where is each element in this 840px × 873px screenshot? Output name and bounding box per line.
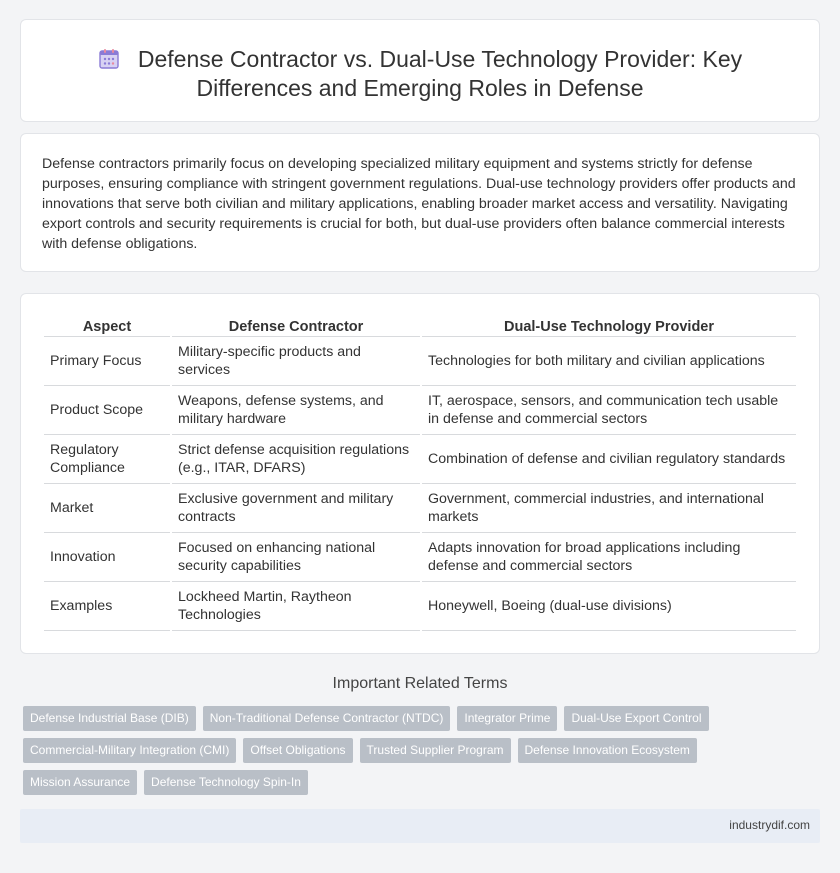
table-cell-defense: Weapons, defense systems, and military hardware [172,386,420,435]
comparison-table [42,316,798,631]
table-cell-defense: Exclusive government and military contracts [172,484,420,533]
related-term-tag[interactable]: Commercial-Military Integration (CMI) [23,738,236,763]
table-cell-dual-use: Combination of defense and civilian regulatory standards [422,435,796,484]
calendar-grid-icon [98,48,120,70]
table-cell-defense: Focused on enhancing national security capabilities [172,533,420,582]
title-line-1: Defense Contractor vs. Dual-Use Technology Provider: Key [137,46,743,72]
table-row [44,435,796,484]
table-cell-aspect: Market [44,484,170,533]
table-cell-aspect: Innovation [44,533,170,582]
table-row [44,337,796,386]
related-term-tag[interactable]: Mission Assurance [23,770,137,795]
column-header-defense-contractor: Defense Contractor [172,316,420,337]
table-cell-aspect: Examples [44,582,170,631]
footer-bar [20,809,820,843]
column-header-dual-use-provider: Dual-Use Technology Provider [422,316,796,337]
table-row [44,533,796,582]
related-term-tag[interactable]: Defense Industrial Base (DIB) [23,706,196,731]
related-term-tag[interactable]: Offset Obligations [243,738,352,763]
table-cell-defense: Lockheed Martin, Raytheon Technologies [172,582,420,631]
related-term-tag[interactable]: Dual-Use Export Control [564,706,708,731]
intro-card [20,133,820,272]
footer-site-link[interactable]: industrydif.com [729,818,810,832]
tag-row [23,738,813,763]
table-cell-dual-use: Adapts innovation for broad applications including defense and commercial sectors [422,533,796,582]
comparison-table-card [20,293,820,654]
table-row [44,484,796,533]
related-term-tag[interactable]: Defense Technology Spin-In [144,770,308,795]
table-cell-aspect: Regulatory Compliance [44,435,170,484]
related-term-tag[interactable]: Integrator Prime [457,706,557,731]
tag-row [23,706,813,731]
table-cell-defense: Strict defense acquisition regulations (e.g., ITAR, DFARS) [172,435,420,484]
title-card [20,19,820,122]
table-cell-dual-use: Honeywell, Boeing (dual-use divisions) [422,582,796,631]
related-term-tag[interactable]: Trusted Supplier Program [360,738,511,763]
table-cell-aspect: Product Scope [44,386,170,435]
column-header-aspect: Aspect [44,316,170,337]
table-cell-defense: Military-specific products and services [172,337,420,386]
related-term-tag[interactable]: Defense Innovation Ecosystem [518,738,697,763]
table-cell-aspect: Primary Focus [44,337,170,386]
related-term-tag[interactable]: Non-Traditional Defense Contractor (NTDC) [203,706,451,731]
intro-paragraph: Defense contractors primarily focus on developing specialized military equipment and systems strictly for defense purposes, ensuring compliance with stringent government regulations. Dual-use technology providers offer products and innovations that serve both civilian and military applications, enabling broader market access and versatility. Navigating export controls and security requirements is crucial for both, but dual-use providers often balance commercial interests with defense obligations. [42,156,796,252]
related-terms-heading: Important Related Terms [332,675,508,692]
related-terms-list [23,706,813,802]
title-line-2: Differences and Emerging Roles in Defense [196,75,644,101]
table-cell-dual-use: Government, commercial industries, and international markets [422,484,796,533]
table-cell-dual-use: Technologies for both military and civilian applications [422,337,796,386]
table-cell-dual-use: IT, aerospace, sensors, and communication tech usable in defense and commercial sectors [422,386,796,435]
tag-row [23,770,813,795]
table-row [44,582,796,631]
page-title [21,45,819,103]
table-header-row [44,316,796,337]
table-row [44,386,796,435]
